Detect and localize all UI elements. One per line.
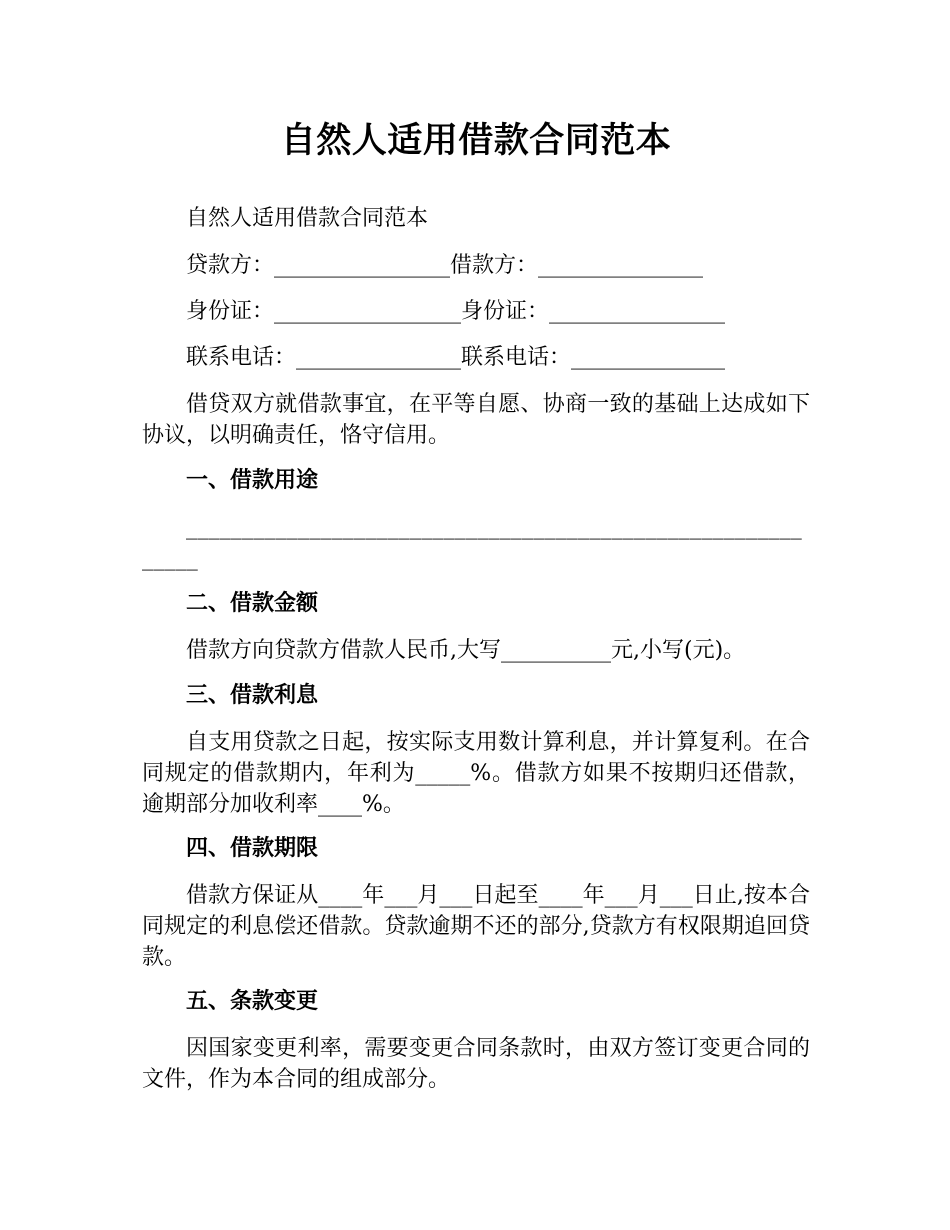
intro-paragraph: 借贷双方就借款事宜，在平等自愿、协商一致的基础上达成如下协议，以明确责任，恪守信用。: [142, 392, 810, 448]
section-body-term: 借款方保证从____年___月___日起至____年___月___日止,按本合同规定的利息偿还借款。贷款逾期不还的部分,贷款方有权限期追回贷款。: [142, 883, 810, 970]
section-body-amount: 借款方向贷款方借款人民币,大写__________元,小写(元)。: [186, 638, 746, 663]
document-subtitle: 自然人适用借款合同范本: [186, 206, 429, 231]
section-heading-interest: 三、借款利息: [186, 683, 319, 708]
section-heading-term: 四、借款期限: [186, 836, 319, 861]
section-heading-changes: 五、条款变更: [186, 989, 319, 1014]
section-body-interest: 自支用贷款之日起，按实际支用数计算利息，并计算复利。在合同规定的借款期内，年利为_____%。借款方如果不按期归还借款，逾期部分加收利率____%。: [142, 730, 810, 817]
phone-line: 联系电话：_______________联系电话：______________: [186, 345, 726, 370]
section-body-purpose: ____________________________________________________________: [142, 515, 802, 571]
document-title: 自然人适用借款合同范本: [280, 121, 672, 161]
section-heading-purpose: 一、借款用途: [186, 468, 319, 493]
lender-borrower-line: 贷款方：________________借款方：_______________: [186, 253, 704, 278]
section-body-changes: 因国家变更利率，需要变更合同条款时，由双方签订变更合同的文件，作为本合同的组成部分。: [142, 1036, 810, 1092]
section-heading-amount: 二、借款金额: [186, 591, 319, 616]
id-card-line: 身份证：_________________身份证：________________: [186, 299, 726, 324]
